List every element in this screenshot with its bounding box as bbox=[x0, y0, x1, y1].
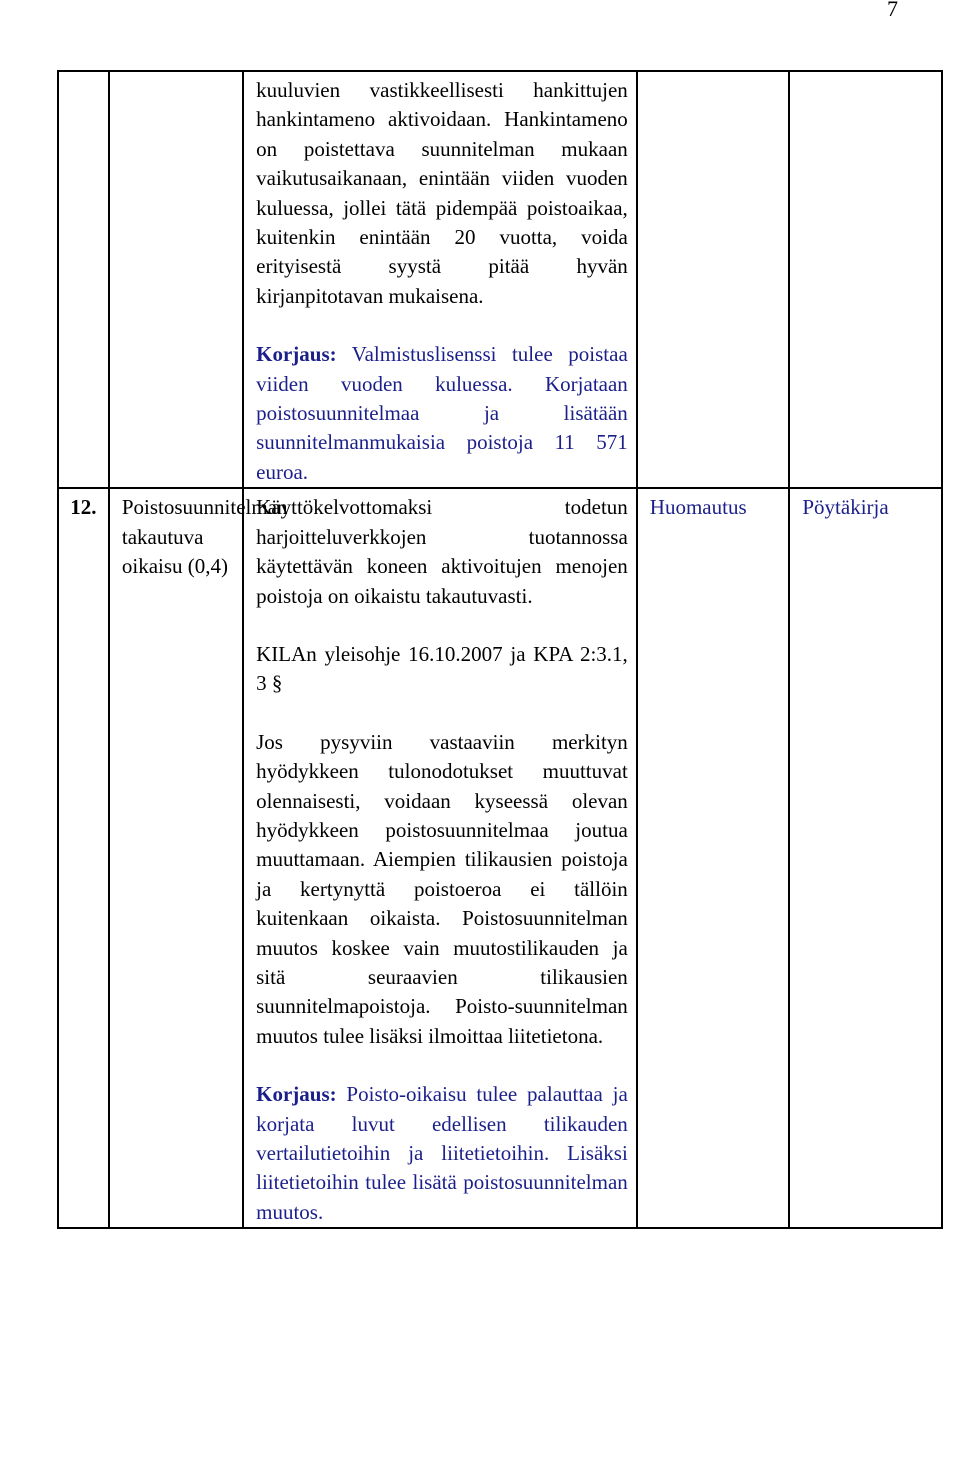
number-cell bbox=[58, 71, 109, 488]
correction-text: Valmistuslisenssi tulee poistaa viiden vuoden kuluessa. Korjataan poistosuunnitelmaa ja lisätään suunnitelmanmukaisia poistoja 11 571 euroa. bbox=[256, 342, 628, 484]
description-paragraph: kuuluvien vastikkeellisesti hankittujen hankintameno aktivoidaan. Hankintameno on poistettava suunnitelman mukaan vaikutusaikanaan, enintään viiden vuoden kuluessa, jollei tätä pidempää poistoaikaa, kuitenkin enintään 20 vuotta, voida erityisestä syystä pitää hyvän kirjanpitotavan mukaisena. bbox=[256, 78, 628, 308]
description-paragraph: Jos pysyviin vastaaviin merkityn hyödykkeen tulonodotukset muuttuvat olennaisesti, voidaan kyseessä olevan hyödykkeen poistosuunnitelmaa joutua muuttamaan. Aiempien tilikausien poistoja ja kertynyttä poistoeroa ei tällöin kuitenkaan oikaista. Poistosuunnitelman muutos koskee vain muutostilikauden ja sitä seuraavien tilikausien suunnitelmapoistoja. Poisto-suunnitelman muutos tulee lisäksi ilmoittaa liitetietona. bbox=[256, 729, 628, 1048]
correction-paragraph bbox=[256, 340, 628, 487]
description-paragraph: Käyttökelvottomaksi todetun harjoitteluverkkojen tuotannossa käytettävän koneen aktivoitujen menojen poistoja on oikaistu takautuvasti. bbox=[256, 495, 628, 608]
table-row bbox=[58, 71, 942, 488]
description-cell bbox=[243, 488, 637, 1228]
table-row bbox=[58, 488, 942, 1228]
action-cell bbox=[789, 71, 942, 488]
description-cell bbox=[243, 71, 637, 488]
correction-label: Korjaus: bbox=[256, 342, 337, 367]
audit-findings-table bbox=[58, 70, 943, 1229]
correction-paragraph bbox=[256, 1080, 628, 1227]
finding-type: Huomautus bbox=[637, 488, 790, 1228]
finding-number: 12. bbox=[58, 488, 109, 1228]
finding-title: Poistosuunnitelman takautuva oikaisu (0,4) bbox=[109, 488, 243, 1228]
title-cell bbox=[109, 71, 243, 488]
page-number: 7 bbox=[887, 0, 898, 21]
reference-paragraph: KILAn yleisohje 16.10.2007 ja KPA 2:3.1, 3 § bbox=[256, 641, 628, 696]
correction-text: Poisto-oikaisu tulee palauttaa ja korjata luvut edellisen tilikauden vertailutietoihin ja liitetietoihin. Lisäksi liitetietoihin tulee lisätä poistosuunnitelman muutos. bbox=[256, 1082, 628, 1224]
type-cell bbox=[637, 71, 790, 488]
correction-label: Korjaus: bbox=[256, 1082, 337, 1107]
finding-action: Pöytäkirja bbox=[789, 488, 942, 1228]
